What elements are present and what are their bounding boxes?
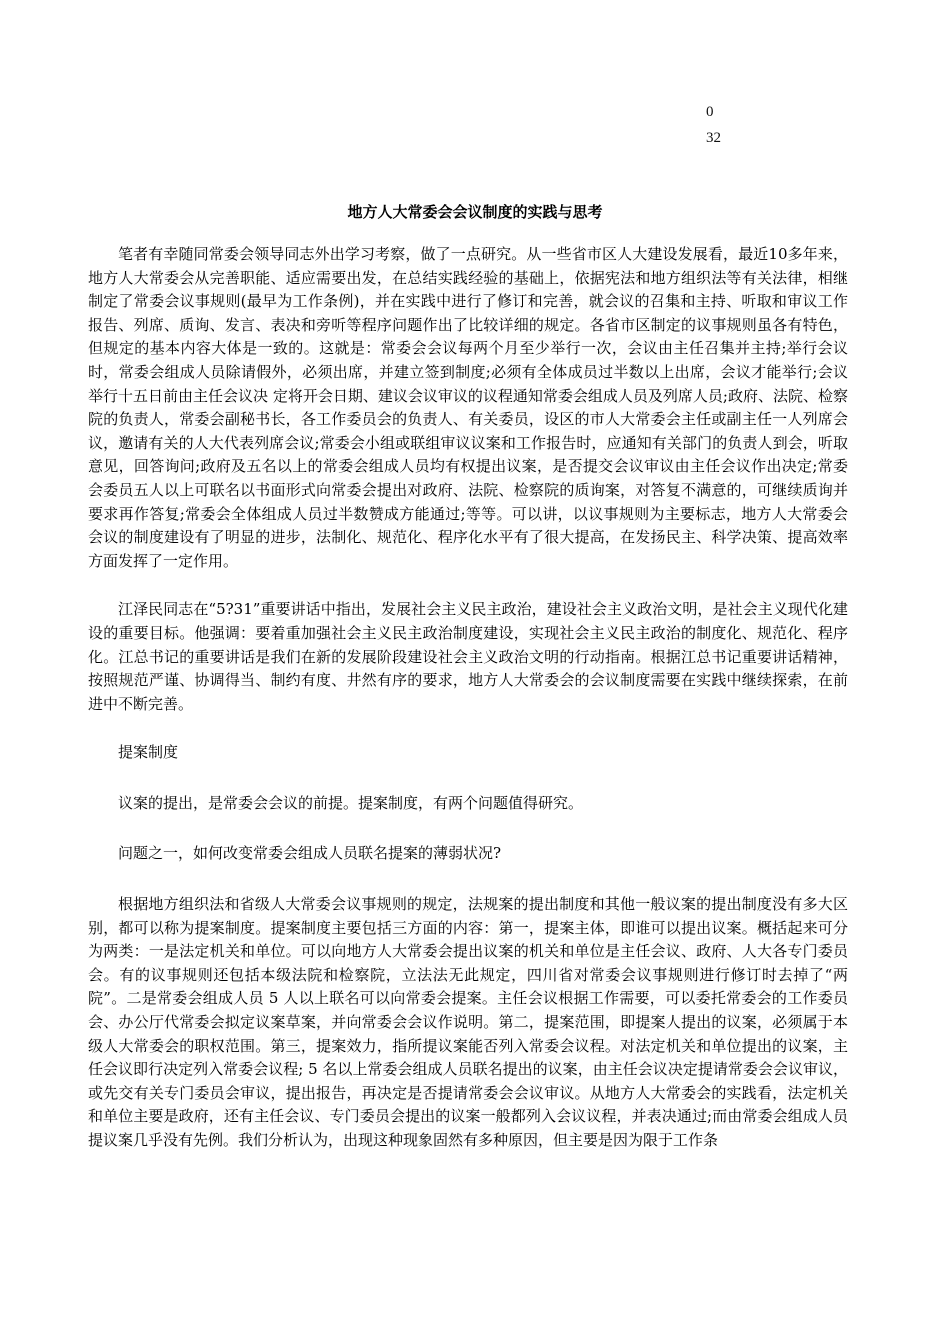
paragraph-proposal-rules: 根据地方组织法和省级人大常委会议事规则的规定，法规案的提出制度和其他一般议案的提出制度没有多大区别，都可以称为提案制度。提案制度主要包括三方面的内容：第一，提案主体，即谁可以提出议案。概括起来可分为两类：一是法定机关和单位。可以向地方人大常委会提出议案的机关和单位是主任会议、政府、人大各专门委员会。有的议事规则还包括本级法院和检察院，立法法无此规定，四川省对常委会议事规则进行修订时去掉了“两院”。二是常委会组成人员 5 人以上联名可以向常委会提案。主任会议根据工作需要，可以委托常委会的工作委员会、办公厅代常委会拟定议案草案，并向常委会会议作说明。第二，提案范围，即提案人提出的议案，必须属于本级人大常委会的职权范围。第三，提案效力，指所提议案能否列入常委会议程。对法定机关和单位提出的议案，主任会议即行决定列入常委会议程; 5 名以上常委会组成人员联名提出的议案，由主任会议决定提请常委会会议审议，或先交有关专门委员会审议，提出报告，再决定是否提请常委会会议审议。从地方人大常委会的实践看，法定机关和单位主要是政府，还有主任会议、专门委员会提出的议案一般都列入会议议程，并表决通过;而由常委会组成人员提议案几乎没有先例。我们分析认为，出现这种现象固然有多种原因，但主要是因为限于工作条	[88, 895, 848, 1149]
paragraph-intro: 笔者有幸随同常委会领导同志外出学习考察，做了一点研究。从一些省市区人大建设发展看，最近10多年来，地方人大常委会从完善职能、适应需要出发，在总结实践经验的基础上，依据宪法和地方组织法等有关法律，相继制定了常委会议事规则(最早为工作条例)，并在实践中进行了修订和完善，就会议的召集和主持、听取和审议工作报告、列席、质询、发言、表决和旁听等程序问题作出了比较详细的规定。各省市区制定的议事规则虽各有特色，但规定的基本内容大体是一致的。这就是：常委会会议每两个月至少举行一次，会议由主任召集并主持;举行会议时，常委会组成人员除请假外，必须出席，并建立签到制度;必须有全体成员过半数以上出席，会议才能举行;会议举行十五日前由主任会议决 定将开会日期、建议会议审议的议程通知常委会组成人员及列席人员;政府、法院、检察院的负责人，常委会副秘书长，各工作委员会的负责人、有关委员，设区的市人大常委会主任或副主任一人列席会议，邀请有关的人大代表列席会议;常委会小组或联组审议议案和工作报告时，应通知有关部门的负责人到会，听取意见，回答询问;政府及五名以上的常委会组成人员均有权提出议案，是否提交会议审议由主任会议作出决定;常委会委员五人以上可联名以书面形式向常委会提出对政府、法院、检察院的质询案，对答复不满意的，可继续质询并要求再作答复;常委会全体组成人员过半数赞成方能通过;等等。可以讲，以议事规则为主要标志，地方人大常委会会议的制度建设有了明显的进步，法制化、规范化、程序化水平有了很大提高，在发扬民主、科学决策、提高效率方面发挥了一定作用。	[88, 245, 848, 570]
document-title: 地方人大常委会会议制度的实践与思考	[347, 203, 603, 221]
page-corner-number-bottom: 32	[706, 130, 721, 146]
paragraph-question-one: 问题之一，如何改变常委会组成人员联名提案的薄弱状况?	[118, 844, 502, 863]
paragraph-premise: 议案的提出，是常委会会议的前提。提案制度，有两个问题值得研究。	[118, 793, 584, 812]
paragraph-speech: 江泽民同志在“5?31”重要讲话中指出，发展社会主义民主政治，建设社会主义政治文明，是社会主义现代化建设的重要目标。他强调：要着重加强社会主义民主政治制度建设，实现社会主义民主政治的制度化、规范化、程序化。江总书记的重要讲话是我们在新的发展阶段建设社会主义政治文明的行动指南。根据江总书记重要讲话精神，按照规范严谨、协调得当、制约有度、井然有序的要求，地方人大常委会的会议制度需要在实践中继续探索，在前进中不断完善。	[88, 600, 848, 713]
page-corner-number-top: 0	[706, 104, 714, 120]
document-body	[88, 243, 848, 1178]
section-heading-proposal-system: 提案制度	[118, 743, 179, 762]
